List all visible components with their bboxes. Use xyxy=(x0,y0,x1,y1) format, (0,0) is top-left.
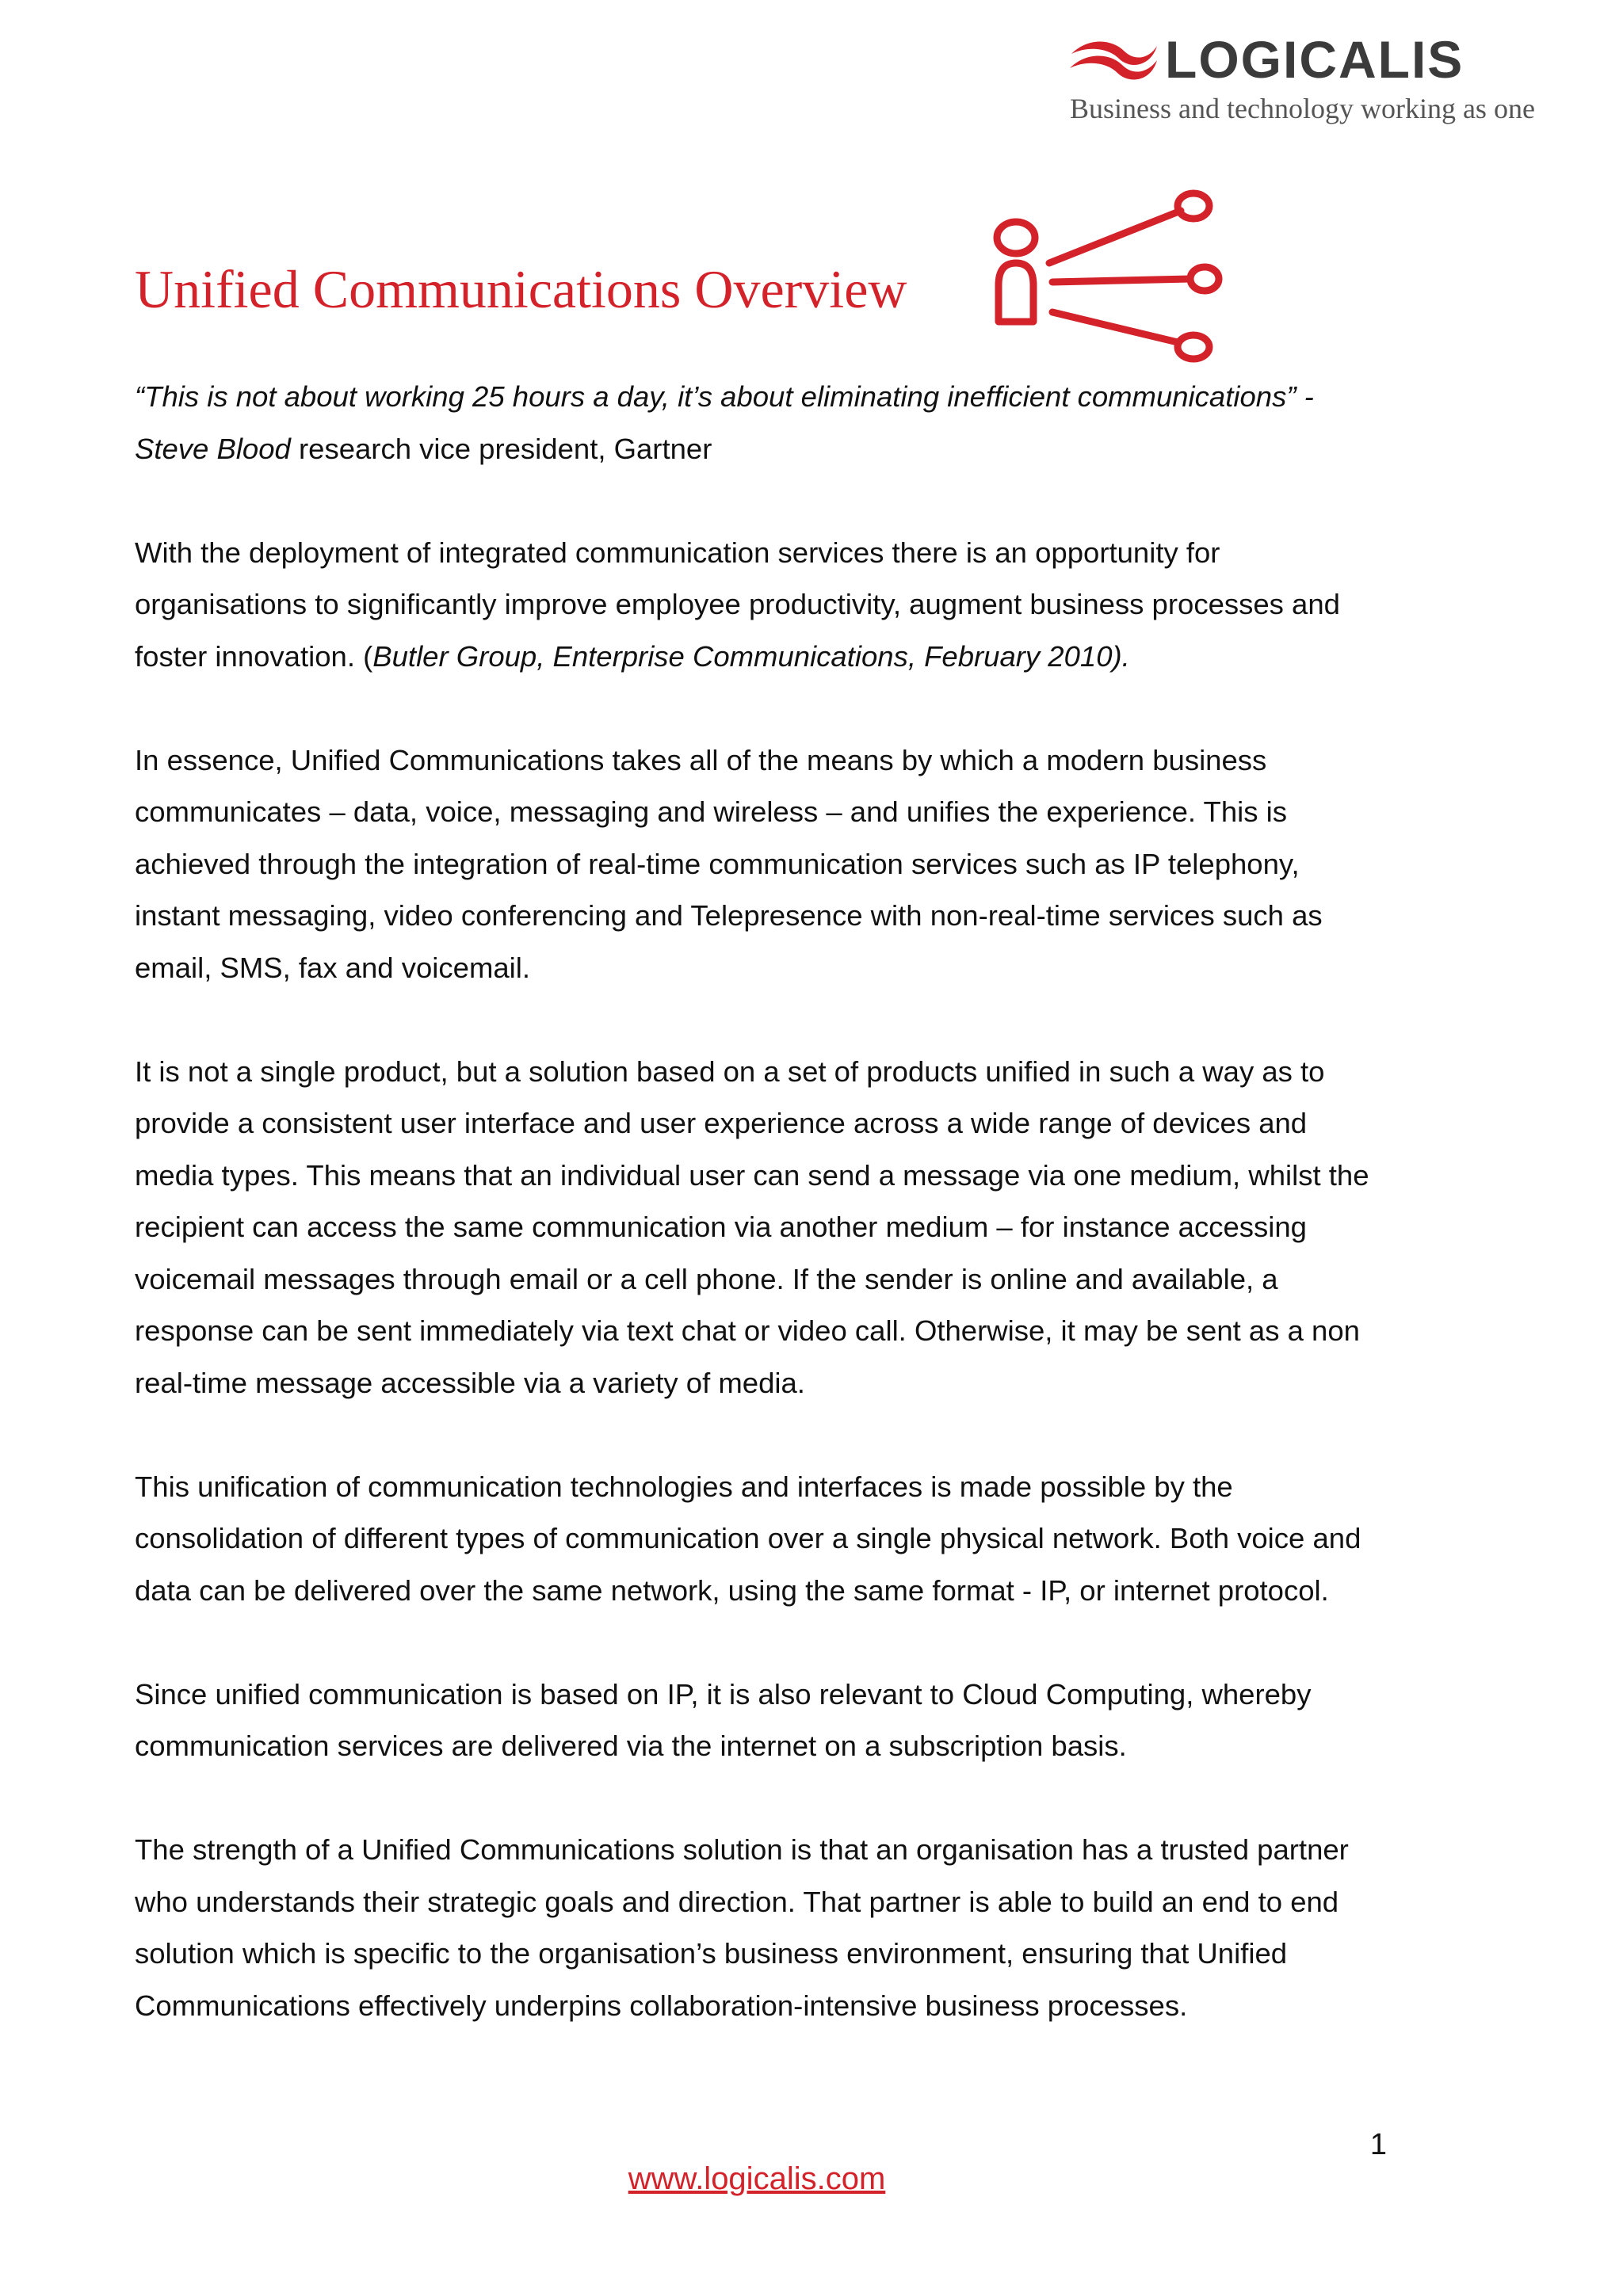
paragraph-1 xyxy=(135,527,1387,683)
page-number: 1 xyxy=(1369,2128,1387,2161)
paragraph-5: Since unified communication is based on IP, it is also relevant to Cloud Computing, whereby communication services are delivered via the internet on a subscription basis. xyxy=(135,1677,1312,1762)
person-connections-icon xyxy=(967,181,1236,371)
website-link[interactable]: www.logicalis.com xyxy=(628,2161,886,2196)
quote-text: “This is not about working 25 hours a day, it’s about eliminating inefficient communications” - xyxy=(135,380,1314,413)
paragraph-1-citation: Butler Group, Enterprise Communications, February 2010). xyxy=(372,639,1130,673)
document-body xyxy=(135,371,1387,2031)
logo-wordmark: LOGICALIS xyxy=(1165,30,1465,89)
paragraph-3: It is not a single product, but a solution based on a set of products unified in such a way as to provide a consistent user interface and user experience across a wide range of devices and media types. This means that an individual user can send a message via one medium, whilst the recipient can access the same communication via another medium – for instance accessing voicemail messages through email or a cell phone. If the sender is online and available, a response can be sent immediately via text chat or video call. Otherwise, it may be sent as a non real-time message accessible via a variety of media. xyxy=(135,1055,1369,1399)
paragraph-4: This unification of communication technologies and interfaces is made possible by the consolidation of different types of communication over a single physical network. Both voice and data can be delivered over the same network, using the same format - IP, or internet protocol. xyxy=(135,1470,1361,1607)
paragraph-1-text: With the deployment of integrated communication services there is an opportunity for organisations to significantly improve employee productivity, augment business processes and foster innovation. ( xyxy=(135,536,1340,673)
logo-tagline: Business and technology working as one xyxy=(1070,93,1535,124)
page-title: Unified Communications Overview xyxy=(135,259,907,319)
logicalis-swoosh-icon xyxy=(1067,35,1160,86)
paragraph-2: In essence, Unified Communications takes all of the means by which a modern business communicates – data, voice, messaging and wireless – and unifies the experience. This is achieved through the integration of real-time communication services such as IP telephony, instant messaging, video conferencing and Telepresence with non-real-time services such as email, SMS, fax and voicemail. xyxy=(135,743,1323,984)
quote-author-role: research vice president, Gartner xyxy=(290,432,712,465)
quote-author: Steve Blood xyxy=(135,432,291,465)
quote-paragraph xyxy=(135,371,1387,475)
paragraph-6: The strength of a Unified Communications solution is that an organisation has a trusted partner who understands their strategic goals and direction. That partner is able to build an end to end solution which is specific to the organisation’s business environment, ensuring that Unified Communications effectively underpins collaboration-intensive business processes. xyxy=(135,1833,1349,2022)
company-logo xyxy=(1067,30,1535,130)
